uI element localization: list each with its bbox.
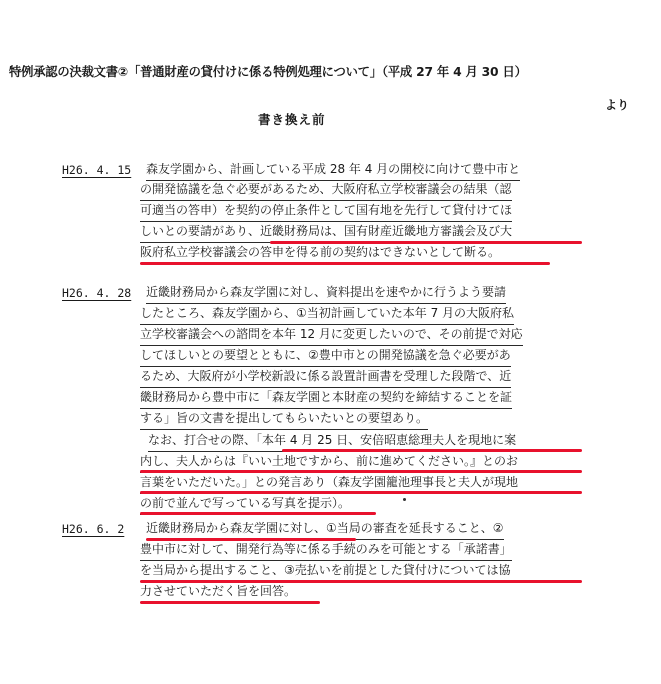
entry-line: 豊中市に対して、開発行為等に係る手続のみを可能とする「承諾書」 <box>140 540 512 561</box>
entry-line: 森友学園から、計画している平成 28 年 4 月の開校に向けて豊中市と <box>146 160 520 181</box>
entry-line: 言葉をいただいた。」との発言あり（森友学園籠池理事長と夫人が現地 <box>140 473 518 494</box>
entry-line: 近畿財務局から森友学園に対し、資料提出を速やかに行うよう要請 <box>146 283 506 304</box>
yori-label: より <box>605 98 630 112</box>
red-underline <box>140 601 320 604</box>
red-underline <box>282 449 582 452</box>
entry-line: しいとの要請があり、近畿財務局は、国有財産近畿地方審議会及び大 <box>140 222 512 243</box>
red-underline <box>140 470 582 473</box>
entry-line: 近畿財務局から森友学園に対し、①当局の審査を延長すること、② <box>146 519 504 540</box>
entry-line: の前で並んで写っている写真を提示）。 <box>140 494 350 515</box>
entry-line: るため、大阪府が小学校新設に係る設置計画書を受理した段階で、近 <box>140 367 511 388</box>
red-underline <box>140 262 550 265</box>
entry-line: の開発協議を急ぐ必要があるため、大阪府私立学校審議会の結果（認 <box>140 180 512 201</box>
entry-date: H26. 4. 15 <box>62 163 132 177</box>
entry-line: 畿財務局から豊中市に「森友学園と本財産の契約を締結することを証 <box>140 388 512 409</box>
entry-line: 阪府私立学校審議会の答申を得る前の契約はできないとして断る。 <box>140 243 500 264</box>
entry-line: する」旨の文書を提出してもらいたいとの要望あり。 <box>140 409 428 430</box>
entry-line: したところ、森友学園から、①当初計画していた本年 7 月の大阪府私 <box>140 304 514 325</box>
entry-line: を当局から提出すること、③売払いを前提とした貸付けについては協 <box>140 561 511 582</box>
subtitle: 書き換え前 <box>258 112 326 127</box>
entry-date: H26. 4. 28 <box>62 286 132 300</box>
scan-speck <box>403 498 406 501</box>
red-underline <box>140 512 376 515</box>
entry-line: 内し、夫人からは『いい土地ですから、前に進めてください。』とのお <box>140 452 518 473</box>
red-underline <box>140 580 582 583</box>
entry-date: H26. 6. 2 <box>62 522 125 536</box>
entry-line: なお、打合せの際、「本年 4 月 25 日、安倍昭恵総理夫人を現地に案 <box>148 431 516 452</box>
entry-line: 可適当の答申）を契約の停止条件として国有地を先行して貸付けてほ <box>140 201 512 222</box>
red-underline <box>140 491 582 494</box>
entry-line: 立学校審議会への諮問を本年 12 月に変更したいので、その前提で対応 <box>140 325 523 346</box>
red-underline <box>146 538 356 541</box>
entry-line: 力させていただく旨を回答。 <box>140 582 296 603</box>
red-underline <box>270 241 582 244</box>
document-title: 特例承認の決裁文書②「普通財産の貸付けに係る特例処理について」（平成 27 年 4 月 30 日） <box>9 65 527 79</box>
entry-line: してほしいとの要望とともに、②豊中市との開発協議を急ぐ必要があ <box>140 346 511 367</box>
